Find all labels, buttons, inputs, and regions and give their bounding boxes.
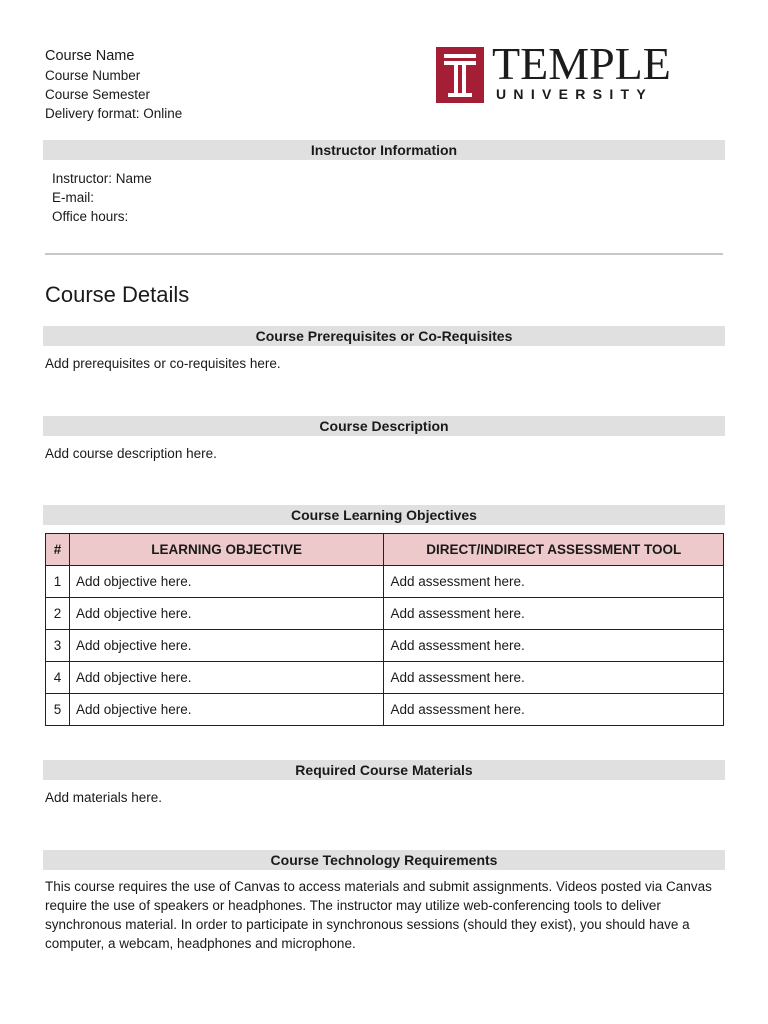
table-row <box>46 566 724 598</box>
description-text: Add course description here. <box>45 446 217 461</box>
temple-university-logo <box>436 38 686 105</box>
divider <box>45 253 723 255</box>
row-number: 1 <box>46 566 70 598</box>
section-heading-objectives: Course Learning Objectives <box>43 505 725 525</box>
section-heading-technology: Course Technology Requirements <box>43 850 725 870</box>
temple-t-logo-icon <box>436 47 484 103</box>
objective-cell: Add objective here. <box>69 630 383 662</box>
prerequisites-text: Add prerequisites or co-requisites here. <box>45 356 281 371</box>
section-heading-prerequisites: Course Prerequisites or Co-Requisites <box>43 326 725 346</box>
objective-cell: Add objective here. <box>69 566 383 598</box>
objective-cell: Add objective here. <box>69 662 383 694</box>
table-row <box>46 694 724 726</box>
course-details-title: Course Details <box>45 282 190 307</box>
table-row <box>46 598 724 630</box>
technology-line: computer, a webcam, headphones and microphone. <box>45 936 356 951</box>
row-number: 5 <box>46 694 70 726</box>
instructor-email: E-mail: <box>52 190 95 205</box>
course-number: Course Number <box>45 68 141 83</box>
course-name: Course Name <box>45 48 135 64</box>
technology-line: require the use of speakers or headphones. The instructor may utilize web-conferencing tools to deliver <box>45 898 661 913</box>
column-header-assessment: DIRECT/INDIRECT ASSESSMENT TOOL <box>384 534 724 566</box>
instructor-info <box>52 169 152 226</box>
objective-cell: Add objective here. <box>69 694 383 726</box>
logo-word-temple: TEMPLE <box>492 38 671 89</box>
row-number: 2 <box>46 598 70 630</box>
table-row <box>46 662 724 694</box>
assessment-cell: Add assessment here. <box>384 566 724 598</box>
section-heading-instructor: Instructor Information <box>43 140 725 160</box>
course-header <box>45 47 182 123</box>
section-heading-materials: Required Course Materials <box>43 760 725 780</box>
assessment-cell: Add assessment here. <box>384 662 724 694</box>
column-header-number: # <box>46 534 70 566</box>
row-number: 4 <box>46 662 70 694</box>
assessment-cell: Add assessment here. <box>384 694 724 726</box>
section-heading-description: Course Description <box>43 416 725 436</box>
table-row <box>46 630 724 662</box>
logo-word-university: UNIVERSITY <box>496 86 654 102</box>
objectives-table <box>45 533 724 726</box>
technology-line: This course requires the use of Canvas to access materials and submit assignments. Videos posted via Canvas <box>45 879 712 894</box>
course-semester: Course Semester <box>45 87 151 102</box>
row-number: 3 <box>46 630 70 662</box>
delivery-format: Delivery format: Online <box>45 106 183 121</box>
column-header-objective: LEARNING OBJECTIVE <box>69 534 383 566</box>
objective-cell: Add objective here. <box>69 598 383 630</box>
instructor-office-hours: Office hours: <box>52 209 129 224</box>
instructor-name: Instructor: Name <box>52 171 152 186</box>
technology-line: synchronous material. In order to participate in synchronous sessions (should they exist), you should have a <box>45 917 690 932</box>
assessment-cell: Add assessment here. <box>384 630 724 662</box>
materials-text: Add materials here. <box>45 790 163 805</box>
table-header-row <box>46 534 724 566</box>
assessment-cell: Add assessment here. <box>384 598 724 630</box>
technology-text <box>45 877 712 953</box>
